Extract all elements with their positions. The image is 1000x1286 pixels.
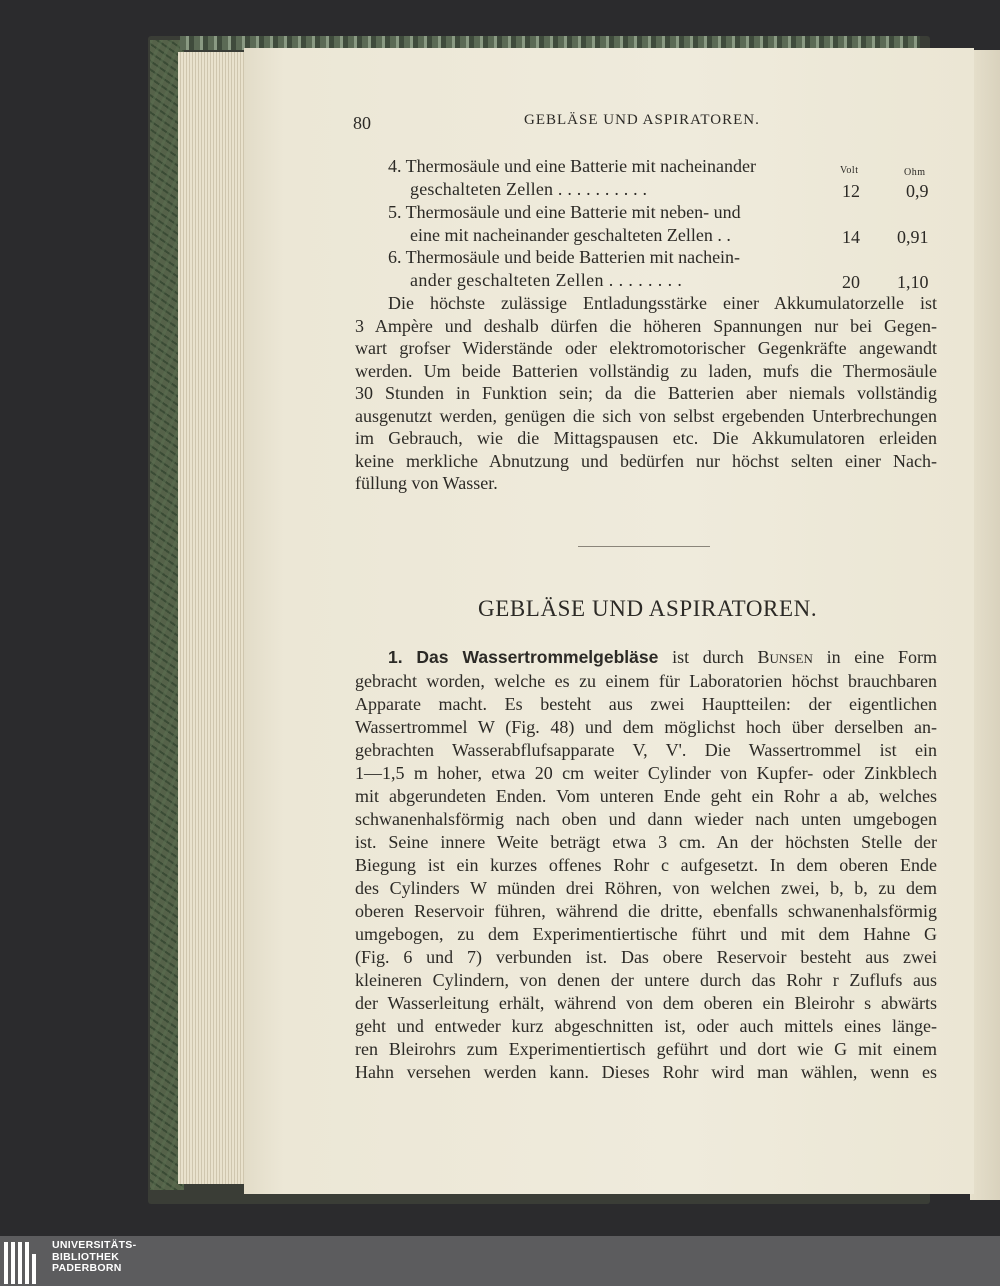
table-row-5-line2: eine mit nacheinander geschalteten Zellen . .	[410, 225, 731, 245]
para1-line-last: füllung von Wasser.	[355, 473, 498, 493]
para2-line: Biegung ist ein kurzes offenes Rohr c aufgesetzt. In dem oberen Ende	[355, 855, 937, 875]
table-row-6-volt: 20	[842, 272, 860, 292]
section-divider	[578, 546, 710, 547]
para2-lead-title: Das Wassertrommelgebläse	[416, 647, 659, 667]
para2-line: der Wasserleitung erhält, während von dem oberen ein Bleirohr s abwärts	[355, 993, 937, 1013]
page-number: 80	[353, 113, 371, 133]
para2-line: oberen Reservoir führen, während die dritte, ebenfalls schwanenhalsförmig	[355, 901, 937, 921]
table-row-6-line2: ander geschalteten Zellen . . . . . . . .	[410, 270, 683, 290]
running-head: GEBLÄSE UND ASPIRATOREN.	[524, 112, 760, 128]
para1-line: 30 Stunden in Funktion sein; da die Batterien aber niemals vollständig	[355, 383, 937, 403]
library-logo-line3: PADERBORN	[52, 1262, 122, 1274]
table-row-4-volt: 12	[842, 181, 860, 201]
para1-line: wart grofser Widerstände oder elektromotorischer Gegenkräfte angewandt	[355, 338, 937, 358]
page-edges	[178, 52, 250, 1184]
para2-line: ren Bleirohrs zum Experimentiertisch geführt und dort wie G mit einem	[355, 1039, 937, 1059]
table-row-6-ohm: 1,10	[897, 272, 929, 292]
para2-line: (Fig. 6 und 7) verbunden ist. Das obere Reservoir besteht aus zwei	[355, 947, 937, 967]
para1-line: 3 Ampère und deshalb dürfen die höheren Spannungen nur bei Gegen-	[355, 316, 937, 336]
para2-line: 1—1,5 m hoher, etwa 20 cm weiter Cylinder von Kupfer- oder Zinkblech	[355, 763, 937, 783]
para2-line: gebracht worden, welche es zu einem für Laboratorien höchst brauchbaren	[355, 671, 937, 691]
library-logo[interactable]	[0, 1238, 140, 1286]
table-row-5-ohm: 0,91	[897, 227, 929, 247]
para2-line: umgebogen, zu dem Experimentiertische führt und mit dem Hahne G	[355, 924, 937, 944]
para2-line: mit abgerundeten Enden. Vom unteren Ende geht ein Rohr a ab, welches	[355, 786, 937, 806]
para1-line: im Gebrauch, wie die Mittagspausen etc. Die Akkumulatoren erleiden	[355, 428, 937, 448]
para1-line: keine merkliche Abnutzung und bedürfen nur höchst selten einer Nach-	[355, 451, 937, 471]
table-row-4-ohm: 0,9	[906, 181, 929, 201]
para2-lead-rest: ist durch	[672, 647, 744, 667]
para2-line: geht und entweder kurz abgeschnitten ist, oder auch mittels eines länge-	[355, 1016, 937, 1036]
para2-line: ist. Seine innere Weite beträgt etwa 3 cm. An der höchsten Stelle der	[355, 832, 937, 852]
table-row-4-line2: geschalteten Zellen . . . . . . . . . .	[410, 179, 648, 199]
para2-line: kleineren Cylindern, von denen der untere durch das Rohr r Zuflufs aus	[355, 970, 937, 990]
library-logo-line1: UNIVERSITÄTS-	[52, 1239, 137, 1251]
para1-line: werden. Um beide Batterien vollständig zu laden, mufs die Thermosäule	[355, 361, 937, 381]
para2-line: schwanenhalsförmig nach oben und dann wieder nach unten umgebogen	[355, 809, 937, 829]
table-row-4-line1: 4. Thermosäule und eine Batterie mit nacheinander	[388, 156, 757, 176]
library-logo-icon	[4, 1242, 44, 1284]
para2-lead-name: Bunsen	[757, 647, 813, 667]
para2-line: Wassertrommel W (Fig. 48) und dem möglichst hoch über derselben an-	[355, 717, 937, 737]
table-row-5-volt: 14	[842, 227, 860, 247]
column-header-volt: Volt	[840, 165, 859, 176]
para2-lead-end: in eine Form	[826, 647, 937, 667]
para1-line: Die höchste zulässige Entladungsstärke einer Akkumulatorzelle ist	[388, 293, 937, 313]
para1-line: ausgenutzt werden, genügen die sich von selbst ergebenden Unterbrechungen	[355, 406, 937, 426]
facing-page-edge	[970, 50, 1000, 1200]
para2-line: Apparate macht. Es besteht aus zwei Hauptteilen: der eigentlichen	[355, 694, 937, 714]
library-logo-line2: BIBLIOTHEK	[52, 1250, 120, 1263]
library-logo-text	[52, 1240, 136, 1275]
table-row-6-line1: 6. Thermosäule und beide Batterien mit nachein-	[388, 247, 741, 267]
para2-line: gebrachten Wasserabflufsapparate V, V'. Die Wassertrommel ist ein	[355, 740, 937, 760]
para2-lead-number: 1.	[388, 647, 403, 667]
para2-line: Hahn versehen werden kann. Dieses Rohr wird man wählen, wenn es	[355, 1062, 937, 1082]
table-row-5-line1: 5. Thermosäule und eine Batterie mit neben- und	[388, 202, 741, 222]
column-header-ohm: Ohm	[904, 167, 926, 178]
viewer-footer-bar	[0, 1236, 1000, 1286]
section-heading: GEBLÄSE UND ASPIRATOREN.	[478, 596, 818, 621]
para2-line: des Cylinders W münden drei Röhren, von welchen zwei, b, b, zu dem	[355, 878, 937, 898]
para2-lead-line	[388, 646, 937, 669]
